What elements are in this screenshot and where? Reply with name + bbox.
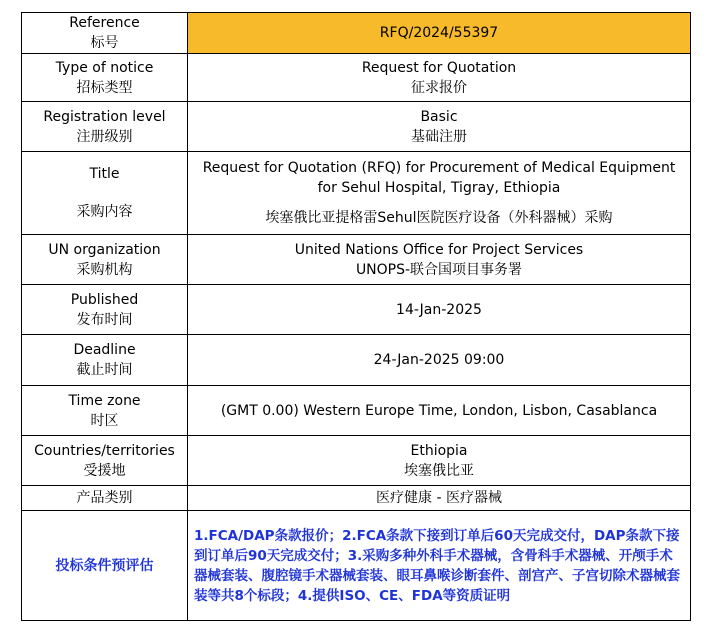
label-cn: 招标类型: [76, 79, 133, 96]
label-published: [22, 285, 188, 335]
value-evaluation: 1.FCA/DAP条款报价；2.FCA条款下接到订单后60天完成交付，DAP条款下接到订单后90天完成交付；3.采购多种外科手术器械，含骨科手术器械、开颅手术器械套装、腹腔镜手术器械套装、眼耳鼻喉诊断套件、剖宫产、子宫切除术器械套装等共8个标段；4.提供ISO、CE、FDA等资质证明: [188, 511, 691, 621]
label-organization: [22, 235, 188, 285]
label-cn: 截止时间: [76, 362, 133, 378]
label-cn: 标号: [90, 35, 119, 51]
value-category: 医疗健康 - 医疗器械: [188, 486, 691, 511]
row-timezone: [22, 386, 691, 436]
row-reference: [22, 13, 691, 54]
label-en: UN organization: [48, 241, 161, 258]
value-en-line1: Request for Quotation (RFQ) for Procurement of Medical Equipment: [202, 160, 676, 176]
label-notice-type: [22, 54, 188, 102]
value-published: 14-Jan-2025: [188, 285, 691, 335]
label-deadline: [22, 335, 188, 386]
value-cn: 埃塞俄比亚提格雷Sehul医院医疗设备（外科器械）采购: [265, 210, 613, 226]
label-evaluation: 投标条件预评估: [22, 511, 188, 621]
tender-notice-table: [21, 12, 691, 621]
label-registration: [22, 102, 188, 152]
row-registration: [22, 102, 691, 152]
value-en: United Nations Office for Project Services: [294, 241, 584, 258]
label-en: Deadline: [73, 342, 136, 358]
label-cn: 注册级别: [76, 128, 133, 145]
label-en: Countries/territories: [34, 442, 175, 459]
label-en: Time zone: [68, 392, 141, 409]
value-organization: [188, 235, 691, 285]
value-timezone: (GMT 0.00) Western Europe Time, London, Lisbon, Casablanca: [188, 386, 691, 436]
value-notice-type: [188, 54, 691, 102]
value-cn: 征求报价: [411, 79, 467, 96]
label-timezone: [22, 386, 188, 436]
row-notice-type: [22, 54, 691, 102]
row-deadline: [22, 335, 691, 386]
label-en: Type of notice: [55, 59, 154, 76]
label-cn: 采购机构: [76, 261, 133, 278]
value-reference: RFQ/2024/55397: [188, 13, 691, 54]
label-en: Title: [89, 166, 120, 182]
label-en: Registration level: [43, 108, 166, 125]
label-countries: [22, 436, 188, 486]
label-reference: [22, 13, 188, 54]
label-cn: 采购内容: [76, 204, 133, 220]
row-category: [22, 486, 691, 511]
value-en: Request for Quotation: [361, 59, 517, 76]
row-organization: [22, 235, 691, 285]
row-title: [22, 152, 691, 235]
value-en: Basic: [420, 108, 458, 125]
value-en-line2: for Sehul Hospital, Tigray, Ethiopia: [317, 180, 561, 196]
value-cn: UNOPS-联合国项目事务署: [355, 261, 523, 278]
label-cn: 发布时间: [76, 311, 133, 328]
value-cn: 埃塞俄比亚: [404, 462, 474, 479]
label-cn: 受援地: [83, 462, 126, 479]
row-published: [22, 285, 691, 335]
row-countries: [22, 436, 691, 486]
value-en: Ethiopia: [410, 442, 468, 459]
value-deadline: 24-Jan-2025 09:00: [188, 335, 691, 386]
label-title: [22, 152, 188, 235]
value-title: [188, 152, 691, 235]
row-evaluation: [22, 511, 691, 621]
label-en: Reference: [69, 15, 140, 31]
label-en: Published: [70, 291, 139, 308]
label-category: 产品类别: [22, 486, 188, 511]
label-cn: 时区: [90, 412, 119, 429]
value-cn: 基础注册: [411, 128, 467, 145]
value-registration: [188, 102, 691, 152]
value-countries: [188, 436, 691, 486]
